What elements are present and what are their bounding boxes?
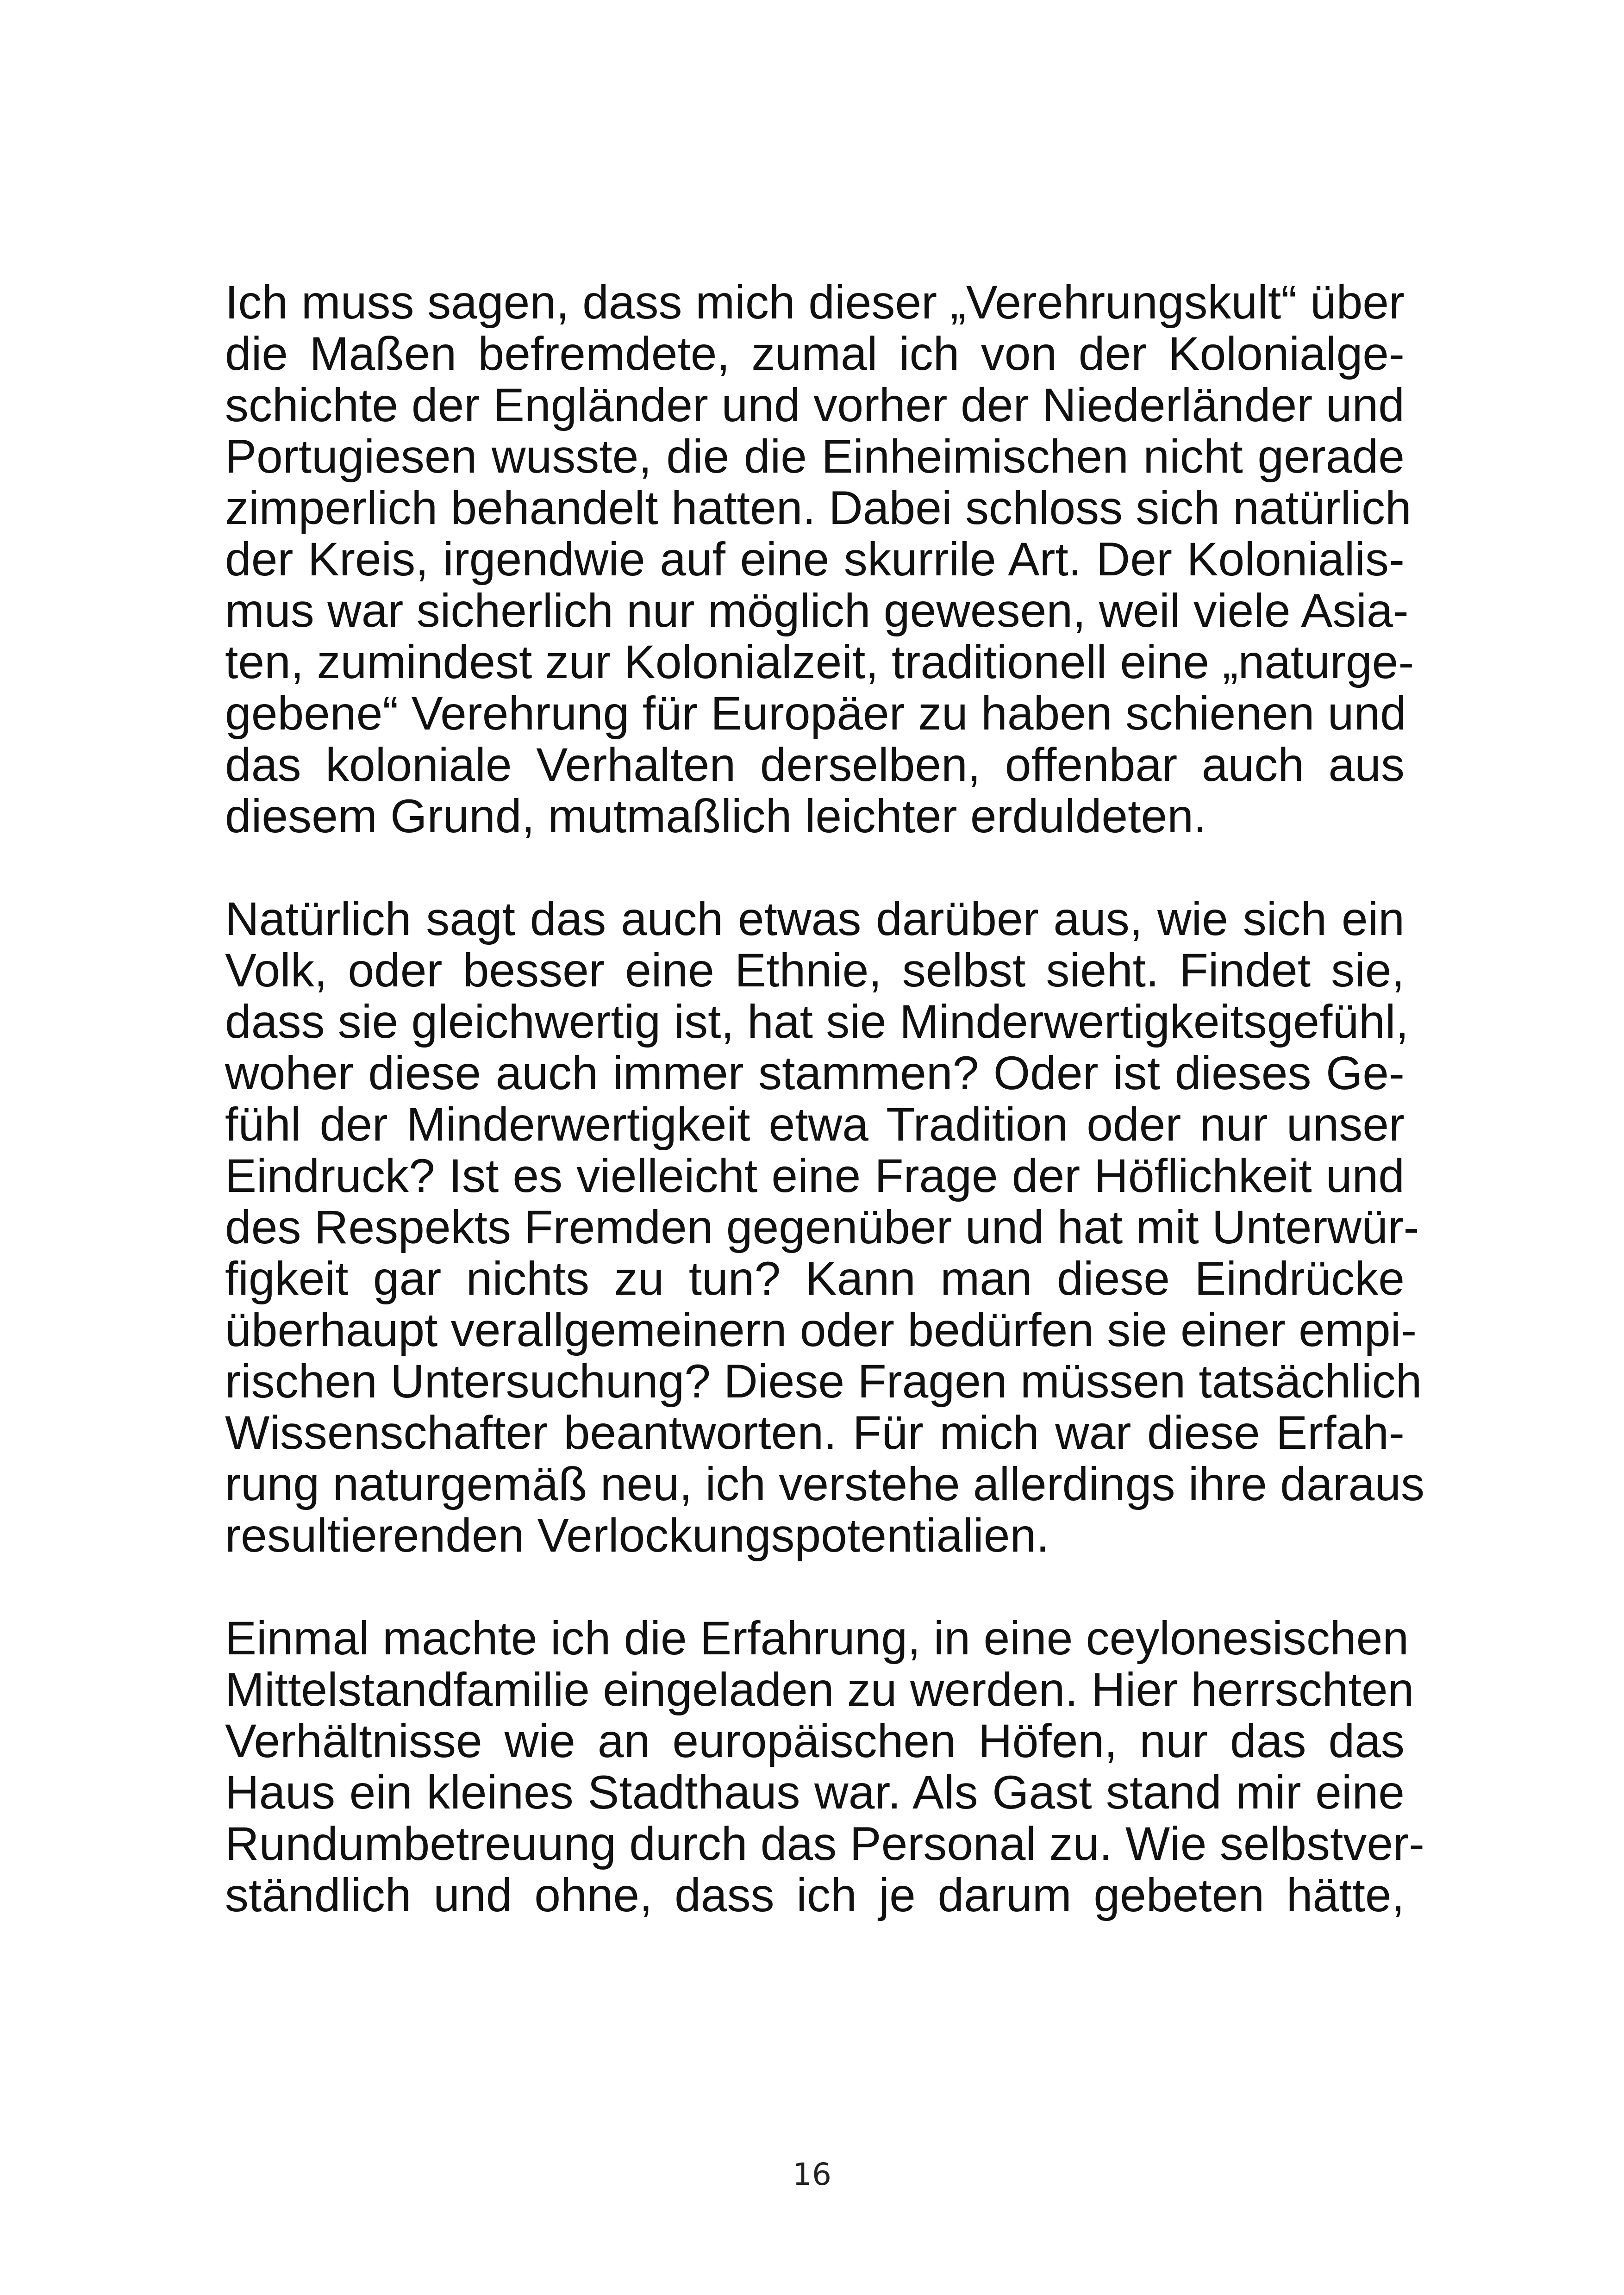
text-line: Mittelstandfamilie eingeladen zu werden. Hier herrschten [225, 1663, 1414, 1716]
text-line: überhaupt verallgemeinern oder bedürfen sie einer empi- [225, 1303, 1417, 1356]
text-line: Portugiesen wusste, die die Einheimischen nicht gerade [225, 430, 1405, 483]
text-line: woher diese auch immer stammen? Oder ist dieses Ge- [225, 1047, 1405, 1099]
text-line: rischen Untersuchung? Diese Fragen müssen tatsächlich [225, 1355, 1422, 1408]
text-line: Einmal machte ich die Erfahrung, in eine ceylonesischen [225, 1612, 1409, 1665]
text-line: ten, zumindest zur Kolonialzeit, traditionell eine „naturge- [225, 636, 1414, 688]
text-line: Haus ein kleines Stadthaus war. Als Gast stand mir eine [225, 1766, 1405, 1819]
text-line: des Respekts Fremden gegenüber und hat mit Unterwür- [225, 1201, 1419, 1254]
page-number: 16 [793, 2157, 831, 2192]
text-line: resultierenden Verlockungspotentialien. [225, 1509, 1049, 1562]
text-line: schichte der Engländer und vorher der Niederländer und [225, 379, 1405, 431]
paragraph-3 [225, 1612, 1424, 1921]
text-line: Verhältnisse wie an europäischen Höfen, nur das das [225, 1715, 1405, 1767]
text-line: der Kreis, irgendwie auf eine skurrile Art. Der Kolonialis- [225, 533, 1405, 586]
text-line: diesem Grund, mutmaßlich leichter erduldeten. [225, 790, 1207, 842]
text-line: Ich muss sagen, dass mich dieser „Verehrungskult“ über [225, 276, 1405, 329]
text-line: das koloniale Verhalten derselben, offenbar auch aus [225, 738, 1405, 791]
text-line: fühl der Minderwertigkeit etwa Tradition oder nur unser [225, 1098, 1405, 1151]
paragraph-gap [225, 1561, 1405, 1613]
text-line: gebene“ Verehrung für Europäer zu haben schienen und [225, 687, 1406, 740]
paragraph-1 [225, 276, 1414, 842]
text-line: die Maßen befremdete, zumal ich von der Kolonialge- [225, 327, 1405, 380]
text-line: Rundumbetreuung durch das Personal zu. Wie selbstver- [225, 1817, 1424, 1870]
text-line: figkeit gar nichts zu tun? Kann man diese Eindrücke [225, 1252, 1405, 1305]
body-text [225, 276, 1425, 1921]
text-line: dass sie gleichwertig ist, hat sie Minderwertigkeitsgefühl, [225, 995, 1409, 1048]
text-line: mus war sicherlich nur möglich gewesen, weil viele Asia- [225, 584, 1409, 637]
text-line: zimperlich behandelt hatten. Dabei schloss sich natürlich [225, 481, 1412, 534]
text-line: Volk, oder besser eine Ethnie, selbst sieht. Findet sie, [225, 944, 1405, 997]
text-line: rung naturgemäß neu, ich verstehe allerdings ihre daraus [225, 1458, 1425, 1510]
text-line: Natürlich sagt das auch etwas darüber aus, wie sich ein [225, 892, 1405, 945]
paragraph-2 [225, 892, 1425, 1562]
text-line: Wissenschafter beantworten. Für mich war diese Erfah- [225, 1406, 1405, 1459]
text-line: Eindruck? Ist es vielleicht eine Frage der Höflichkeit und [225, 1149, 1405, 1202]
paragraph-gap [225, 842, 1405, 893]
text-line: ständlich und ohne, dass ich je darum gebeten hätte, [225, 1869, 1405, 1921]
